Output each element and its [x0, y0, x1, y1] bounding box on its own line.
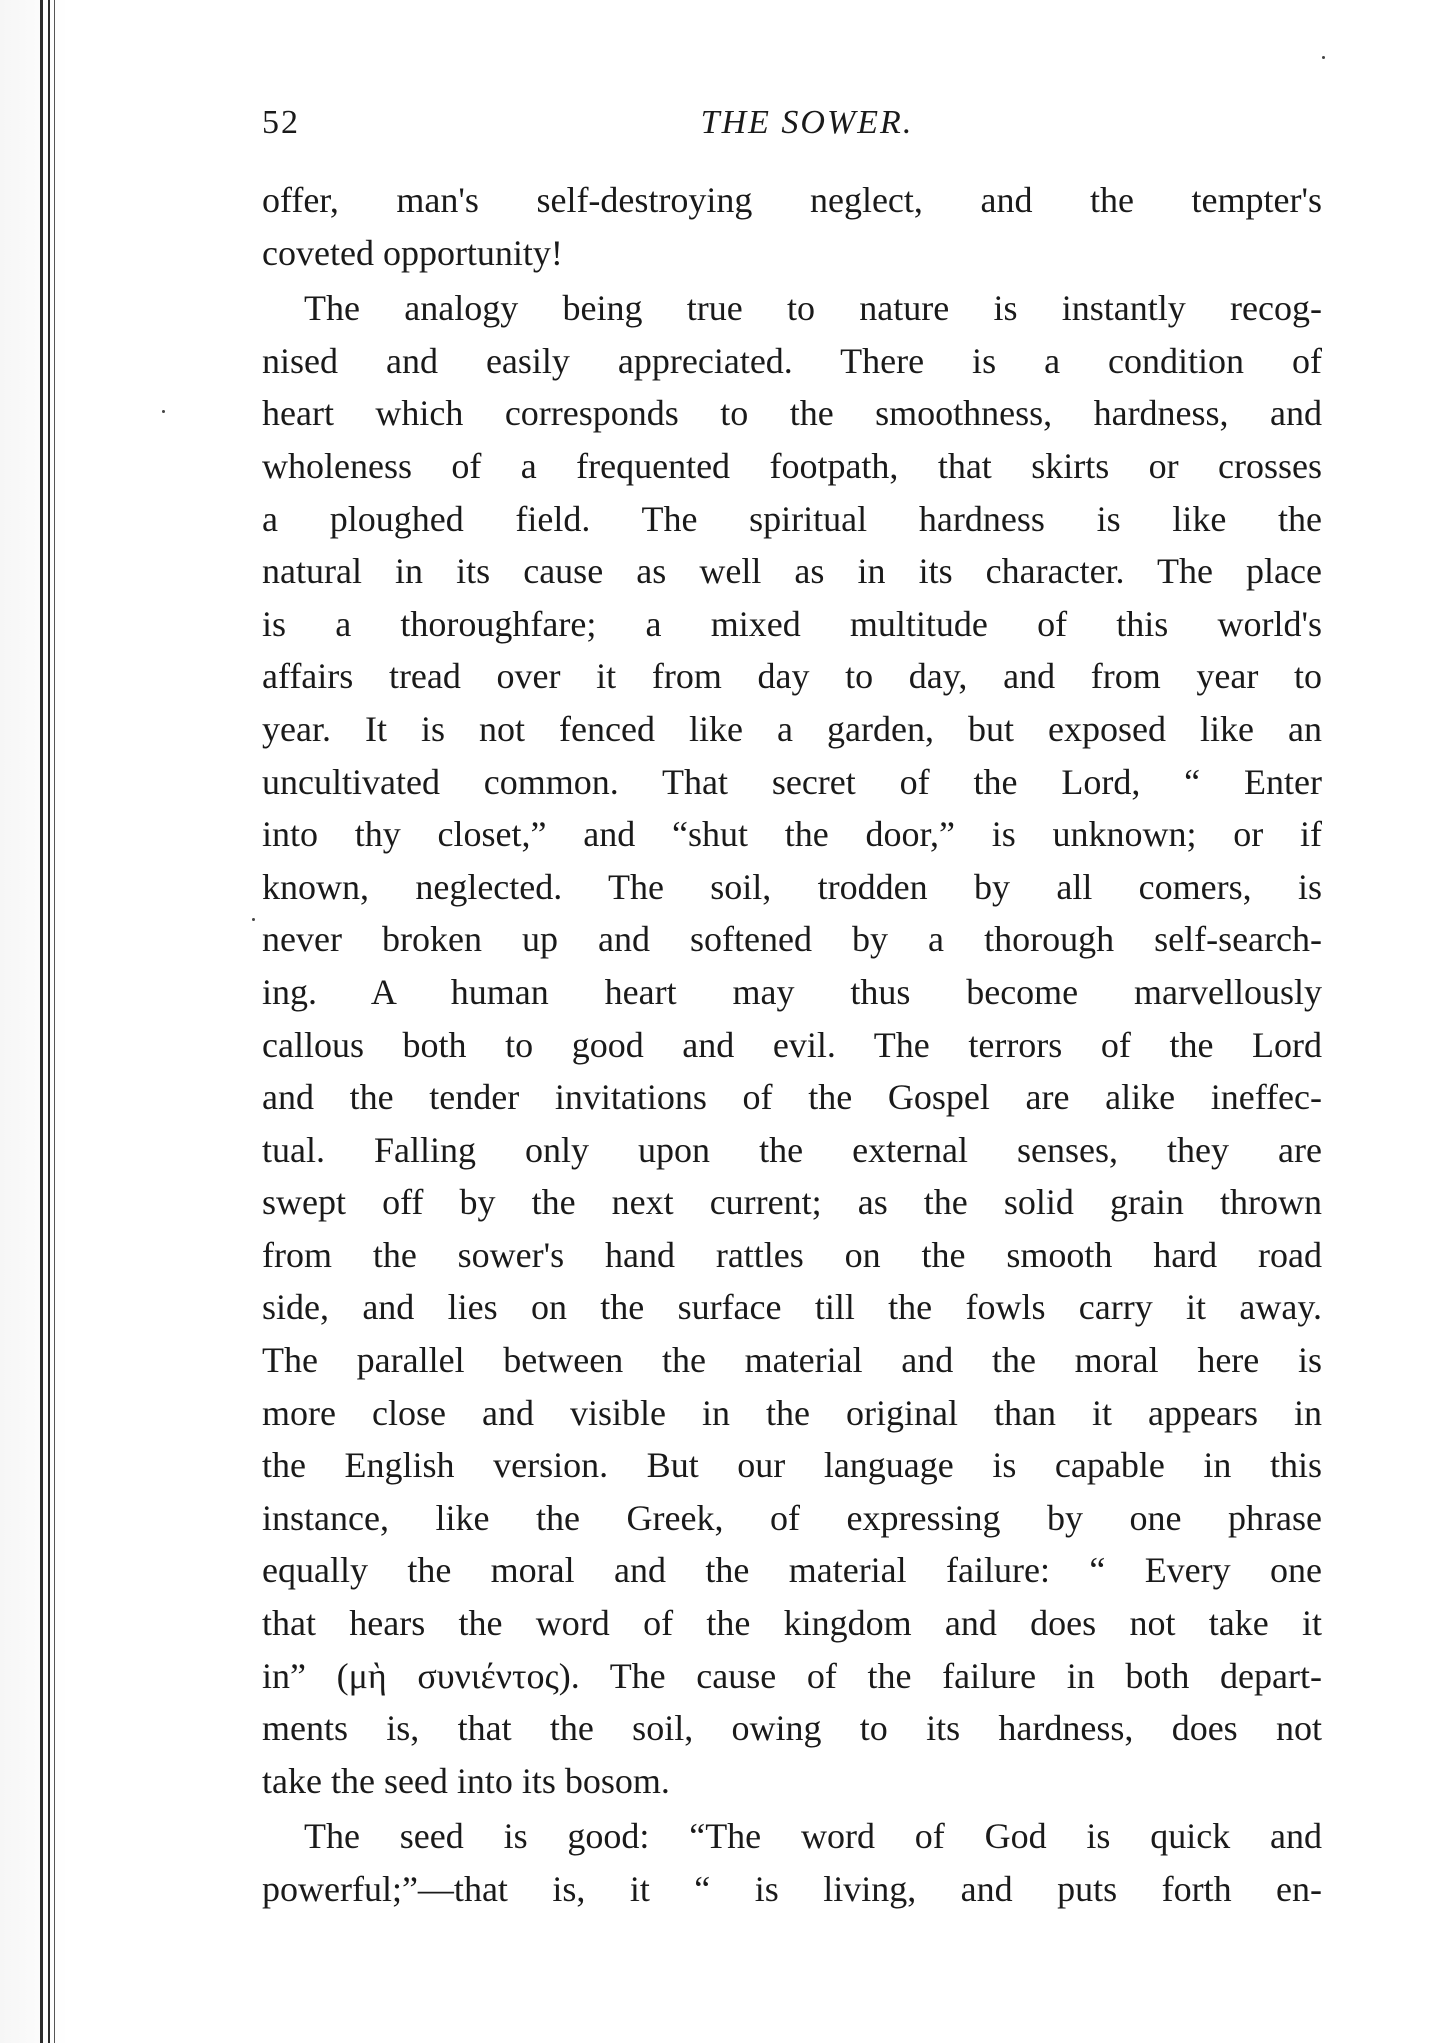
- text-line: natural in its cause as well as in its character. The place: [262, 551, 1322, 592]
- page-number: 52: [262, 104, 300, 141]
- text-line: instance, like the Greek, of expressing by one phrase: [262, 1497, 1322, 1538]
- book-binding-edge: [0, 0, 68, 2043]
- text-line: coveted opportunity!: [262, 232, 563, 273]
- text-line: ing. A human heart may thus become marvellously: [262, 971, 1322, 1012]
- text-line: offer, man's self-destroying neglect, and the tempter's: [262, 180, 1322, 220]
- text-line: swept off by the next current; as the solid grain thrown: [262, 1182, 1322, 1223]
- running-title: THE SOWER.: [700, 104, 914, 141]
- binding-shadow-line: [54, 0, 55, 2043]
- text-line: nised and easily appreciated. There is a condition of: [262, 340, 1322, 381]
- text-line: The seed is good: “The word of God is quick and: [304, 1816, 1322, 1857]
- text-line: affairs tread over it from day to day, and from year to: [262, 656, 1322, 697]
- text-line: uncultivated common. That secret of the Lord, “ Enter: [262, 761, 1322, 802]
- text-line: take the seed into its bosom.: [262, 1760, 670, 1801]
- text-line: The analogy being true to nature is instantly recog-: [304, 288, 1322, 329]
- text-line: never broken up and softened by a thorough self-search-: [262, 919, 1322, 960]
- binding-shadow-line: [40, 0, 43, 2043]
- page-header: [262, 104, 1322, 154]
- page-body: [262, 174, 1322, 1916]
- paper-speck: [1322, 56, 1325, 59]
- text-line: tual. Falling only upon the external senses, they are: [262, 1129, 1322, 1170]
- text-line: side, and lies on the surface till the fowls carry it away.: [262, 1287, 1322, 1328]
- text-line: heart which corresponds to the smoothness, hardness, and: [262, 393, 1322, 434]
- text-line: wholeness of a frequented footpath, that skirts or crosses: [262, 445, 1322, 486]
- text-line: that hears the word of the kingdom and does not take it: [262, 1603, 1322, 1644]
- text-line: and the tender invitations of the Gospel are alike ineffec-: [262, 1077, 1322, 1118]
- text-line: powerful;”—that is, it “ is living, and puts forth en-: [262, 1869, 1322, 1909]
- text-line: known, neglected. The soil, trodden by all comers, is: [262, 866, 1322, 907]
- text-line: ments is, that the soil, owing to its hardness, does not: [262, 1708, 1322, 1749]
- text-line: into thy closet,” and “shut the door,” is unknown; or if: [262, 814, 1322, 855]
- text-line: equally the moral and the material failure: “ Every one: [262, 1550, 1322, 1591]
- text-line: year. It is not fenced like a garden, but exposed like an: [262, 708, 1322, 749]
- binding-shadow-line: [48, 0, 50, 2043]
- text-line: in” (μὴ συνιέντος). The cause of the failure in both depart-: [262, 1655, 1322, 1696]
- text-line: more close and visible in the original than it appears in: [262, 1392, 1322, 1433]
- text-line: is a thoroughfare; a mixed multitude of this world's: [262, 603, 1322, 644]
- text-line: a ploughed field. The spiritual hardness is like the: [262, 498, 1322, 539]
- text-line: callous both to good and evil. The terrors of the Lord: [262, 1024, 1322, 1065]
- text-line: from the sower's hand rattles on the smooth hard road: [262, 1234, 1322, 1275]
- paper-speck: [252, 918, 255, 921]
- paper-speck: [162, 410, 165, 413]
- text-line: The parallel between the material and the moral here is: [262, 1340, 1322, 1381]
- text-line: the English version. But our language is capable in this: [262, 1445, 1322, 1486]
